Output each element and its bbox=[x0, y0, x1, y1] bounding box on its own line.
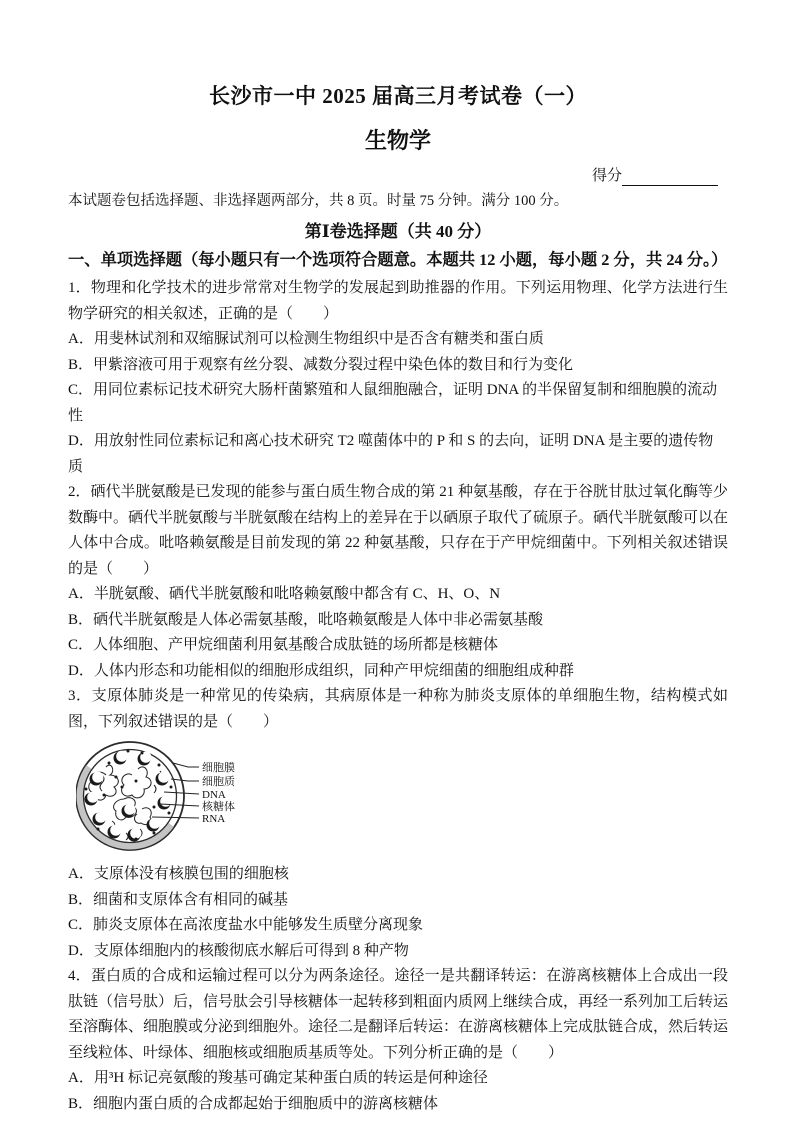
question-4-option-b: B．细胞内蛋白质的合成都起始于细胞质中的游离核糖体 bbox=[68, 1095, 439, 1112]
question-2-option-d: D．人体内形态和功能相似的细胞形成组织，同种产甲烷细菌的细胞组成种群 bbox=[68, 662, 574, 679]
figure-label-rna: RNA bbox=[202, 813, 226, 825]
figure-label-ribosome: 核糖体 bbox=[202, 801, 235, 813]
mycoplasma-cell-figure bbox=[76, 737, 728, 859]
score-label: 得分 bbox=[591, 168, 622, 184]
question-1-option-c: C．用同位素标记技术研究大肠杆菌繁殖和人鼠细胞融合，证明 DNA 的半保留复制和细胞膜的流动性 bbox=[68, 382, 718, 424]
question-3-option-a: A．支原体没有核膜包围的细胞核 bbox=[68, 866, 289, 882]
question-1-option-a: A．用斐林试剂和双缩脲试剂可以检测生物组织中是否含有糖类和蛋白质 bbox=[68, 331, 544, 347]
single-choice-heading: 一、单项选择题（每小题只有一个选项符合题意。本题共 12 小题，每小题 2 分，共 24 分。） bbox=[68, 250, 728, 269]
score-row bbox=[68, 166, 728, 186]
figure-label-cell-membrane: 细胞膜 bbox=[202, 762, 235, 774]
figure-label-cytoplasm: 细胞质 bbox=[202, 776, 235, 788]
question-1-option-d: D．用放射性同位素标记和离心技术研究 T2 噬菌体中的 P 和 S 的去向，证明 DNA 是主要的遗传物质 bbox=[68, 433, 714, 475]
question-3-option-d: D．支原体细胞内的核酸彻底水解后可得到 8 种产物 bbox=[68, 942, 409, 959]
question-1-stem: 1．物理和化学技术的进步常常对生物学的发展起到助推器的作用。下列运用物理、化学方法进行生物学研究的相关叙述，正确的是（ ） bbox=[68, 280, 728, 322]
question-4-option-a: A．用³H 标记亮氨酸的羧基可确定某种蛋白质的转运是何种途径 bbox=[68, 1070, 488, 1086]
question-2-option-a: A．半胱氨酸、硒代半胱氨酸和吡咯赖氨酸中都含有 C、H、O、N bbox=[68, 586, 501, 602]
mycoplasma-cell-diagram bbox=[76, 737, 251, 859]
question-2-option-b: B．硒代半胱氨酸是人体必需氨基酸，吡咯赖氨酸是人体中非必需氨基酸 bbox=[68, 611, 544, 628]
question-3-stem: 3．支原体肺炎是一种常见的传染病，其病原体是一种称为肺炎支原体的单细胞生物，结构模式如图，下列叙述错误的是（ ） bbox=[68, 688, 728, 730]
question-4-stem: 4．蛋白质的合成和运输过程可以分为两条途径。途径一是共翻译转运：在游离核糖体上合成出一段肽链（信号肽）后，信号肽会引导核糖体一起转移到粗面内质网上继续合成，再经一系列加工后转运至溶酶体、细胞膜或分泌到细胞外。途径二是翻译后转运：在游离核糖体上完成肽链合成，然后转运至线粒体、叶绿体、细胞核或细胞质基质等处。下列分析正确的是（ ） bbox=[68, 968, 729, 1061]
question-3-option-b: B．细菌和支原体含有相同的碱基 bbox=[68, 891, 289, 908]
page-title: 长沙市一中 2025 届高三月考试卷（一） bbox=[209, 84, 587, 108]
section-1-heading: 第Ⅰ卷选择题（共 40 分） bbox=[304, 222, 492, 241]
score-blank-field[interactable] bbox=[622, 170, 718, 186]
question-1-option-b: B．甲紫溶液可用于观察有丝分裂、减数分裂过程中染色体的数目和行为变化 bbox=[68, 356, 574, 373]
subject-title: 生物学 bbox=[364, 128, 431, 153]
question-2-option-c: C．人体细胞、产甲烷细菌利用氨基酸合成肽链的场所都是核糖体 bbox=[68, 637, 499, 653]
figure-label-dna: DNA bbox=[202, 789, 226, 801]
question-2-stem: 2．硒代半胱氨酸是已发现的能参与蛋白质生物合成的第 21 种氨基酸，存在于谷胱甘肽过氧化酶等少数酶中。硒代半胱氨酸与半胱氨酸在结构上的差异在于以硒原子取代了硫原子。硒代半胱氨酸可以在人体中合成。吡咯赖氨酸是目前发现的第 22 种氨基酸，只存在于产甲烷细菌中。下列相关叙述错误的是（ ） bbox=[68, 484, 729, 577]
exam-intro: 本试题卷包括选择题、非选择题两部分，共 8 页。时量 75 分钟。满分 100 分。 bbox=[68, 193, 569, 209]
question-3-option-c: C．肺炎支原体在高浓度盐水中能够发生质壁分离现象 bbox=[68, 917, 424, 933]
